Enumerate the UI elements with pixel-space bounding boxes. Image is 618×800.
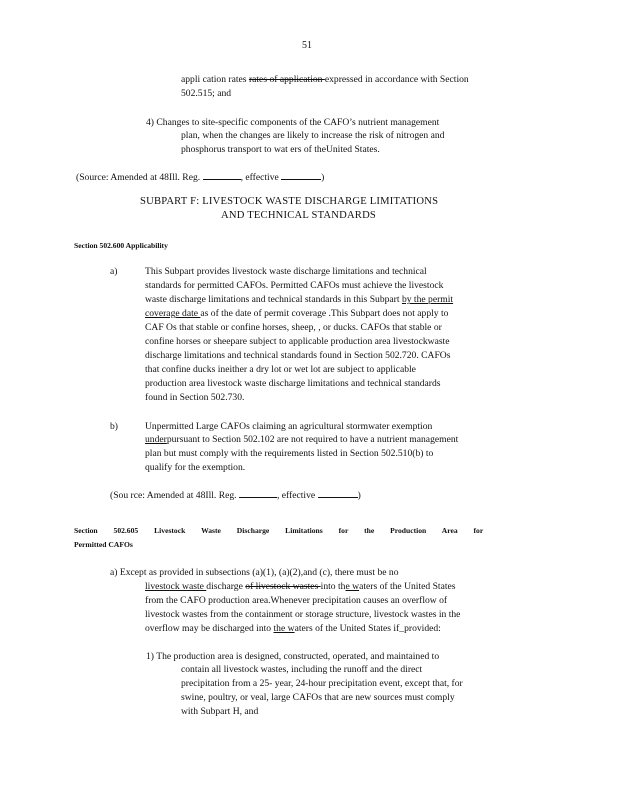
source-note [110,488,361,502]
paragraph-line: with Subpart H, and [181,706,259,717]
list-item-4-line: phosphorus transport to wat ers of theUnited States. [181,144,380,155]
text-span: appli cation rates [181,74,249,85]
text-line: 502.515; and [181,88,232,99]
paragraph-line: swine, poultry, or veal, large CAFOs that are new sources must comply [181,692,455,703]
paragraph-line: precipitation from a 25- year, 24-hour precipitation event, except that, for [181,678,463,689]
paragraph-line: plan but must comply with the requirements listed in Section 502.510(b) to [145,448,434,459]
inserted-text: by the permit [401,294,454,305]
paragraph-line: contain all livestock wastes, including the runoff and the direct [181,664,423,675]
text-span: aters of the United States if [294,623,400,634]
text-span: discharge [206,581,246,592]
source-text: (Sou rce: Amended at 48Ill. Reg. [110,490,237,501]
page-number: 51 [302,40,312,51]
source-note [76,170,324,184]
paragraph-line: confine horses or sheepare subject to applicable production area livestockwaste [145,336,450,347]
inserted-text: livestock waste [145,581,207,592]
source-text: ) [357,490,361,501]
paragraph-line [145,581,456,593]
text-span: _provided: [399,623,441,634]
inserted-text: e w [345,581,360,592]
paragraph-line: 1) The production area is designed, constructed, operated, and maintained to [146,651,440,662]
inserted-text: the w [273,623,295,634]
source-text: , effective [276,490,316,501]
text-span: waste discharge limitations and technical standards in this Subpart [145,294,402,305]
paragraph-line: This Subpart provides livestock waste discharge limitations and technical [145,266,427,277]
paragraph-line [145,434,458,446]
blank-field [318,488,358,498]
paragraph-line [145,294,453,306]
subpart-heading: SUBPART F: LIVESTOCK WASTE DISCHARGE LIMITATIONS [140,196,439,207]
list-item-4-line: plan, when the changes are likely to increase the risk of nitrogen and [181,130,445,141]
text-span: aters of the United States [359,581,456,592]
paragraph-line: production area livestock waste discharge limitations and technical standards [145,378,441,389]
paragraph-line [145,308,448,320]
blank-field [281,170,321,180]
blank-field [203,170,241,180]
text-span: into th [320,581,346,592]
blank-field [239,488,277,498]
paragraph-line: a) Except as provided in subsections (a)(1), (a)(2),and (c), there must be no [110,567,399,578]
section-heading: Section 502.605 Livestock Waste Discharge Limitations for the Production Area for [74,526,484,535]
source-text: , effective [240,172,279,183]
inserted-text: under [145,434,167,445]
text-span: pursuant to Section 502.102 are not required to have a nutrient management [166,434,459,445]
inserted-text: coverage date [145,308,201,319]
source-text: (Source: Amended at 48Ill. Reg. [76,172,201,183]
text-span: overflow may be discharged into [145,623,274,634]
paragraph-line: Unpermitted Large CAFOs claiming an agricultural stormwater exemption [145,421,433,432]
struck-text: rates of application [248,74,325,85]
paragraph-line: CAF Os that stable or confine horses, sheep, , or ducks. CAFOs that stable or [145,322,442,333]
paragraph-line: that confine ducks ineither a dry lot or wet lot are subject to applicable [145,364,416,375]
paragraph-line: found in Section 502.730. [145,392,245,403]
subpart-heading: AND TECHNICAL STANDARDS [221,210,377,221]
text-line [181,74,469,86]
paragraph-line: standards for permitted CAFOs. Permitted CAFOs must achieve the livestock [145,280,444,291]
paragraph-line: from the CAFO production area.Whenever precipitation causes an overflow of [145,595,448,606]
paragraph-line: livestock wastes from the containment or storage structure, livestock wastes in the [145,609,461,620]
source-text: ) [321,172,325,183]
section-heading: Permitted CAFOs [74,540,133,549]
paragraph-line [145,623,441,635]
paragraph-marker: a) [110,266,118,277]
paragraph-line: qualify for the exemption. [145,462,246,473]
text-span: as of the date of permit coverage .This Subpart does not apply to [200,308,449,319]
text-span: expressed in accordance with Section [324,74,469,85]
struck-text: of livestock wastes [245,581,321,592]
section-heading: Section 502.600 Applicability [74,241,168,250]
list-item-4-line: 4) Changes to site-specific components of the CAFO’s nutrient management [146,117,440,128]
paragraph-line: discharge limitations and technical standards found in Section 502.720. CAFOs [145,350,451,361]
paragraph-marker: b) [110,421,118,432]
